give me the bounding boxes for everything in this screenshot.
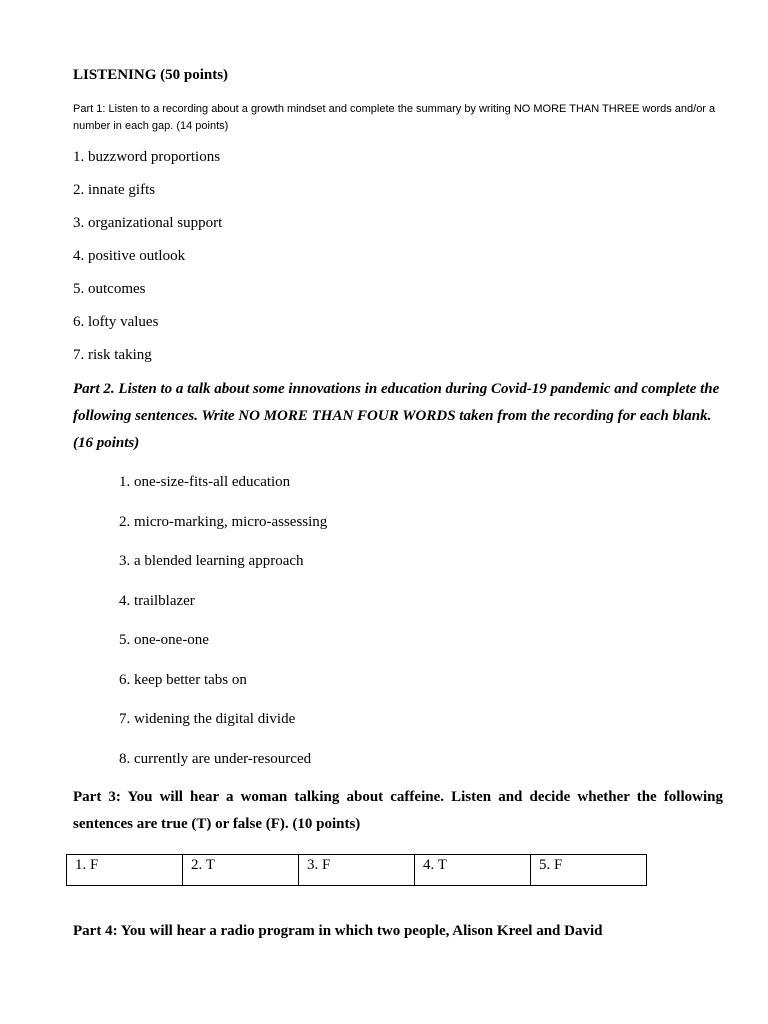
- part1-answer: 5. outcomes: [73, 281, 146, 297]
- table-row: [67, 855, 647, 886]
- part3-instruction: Part 3: You will hear a woman talking about caffeine. Listen and decide whether the following sentences are true (T) or false (F). (10 points): [73, 789, 723, 832]
- part2-answer: 4. trailblazer: [119, 592, 195, 609]
- part2-answer: 2. micro-marking, micro-assessing: [119, 513, 328, 530]
- part1-answer: 4. positive outlook: [73, 248, 186, 264]
- part2-answer: 6. keep better tabs on: [119, 671, 247, 688]
- part1-answer: 6. lofty values: [73, 314, 159, 330]
- part1-answer: 7. risk taking: [73, 347, 152, 363]
- part1-answer: 3. organizational support: [73, 215, 223, 231]
- part2-answer: 7. widening the digital divide: [119, 711, 296, 727]
- part1-answer-list: [73, 147, 222, 378]
- part4-instruction: Part 4: You will hear a radio program in which two people, Alison Kreel and David: [73, 923, 603, 939]
- part2-answer-list: [119, 472, 327, 788]
- part2-answer: 5. one-one-one: [119, 632, 209, 648]
- listening-heading: LISTENING (50 points): [73, 67, 229, 83]
- table-cell: 4. T: [415, 855, 531, 886]
- table-cell: 2. T: [183, 855, 299, 886]
- part2-instruction: Part 2. Listen to a talk about some innovations in education during Covid-19 pandemic and complete the following sentences. Write NO MORE THAN FOUR WORDS taken from the recording for each blank. (16 points): [73, 381, 720, 451]
- part2-answer: 3. a blended learning approach: [119, 553, 304, 569]
- part1-answer: 1. buzzword proportions: [73, 149, 221, 165]
- part1-instruction: Part 1: Listen to a recording about a growth mindset and complete the summary by writing NO MORE THAN THREE words and/or a number in each gap. (14 points): [73, 103, 716, 132]
- part1-answer: 2. innate gifts: [73, 182, 156, 198]
- part2-answer: 8. currently are under-resourced: [119, 750, 312, 767]
- part3-answer-table: [66, 854, 647, 886]
- table-cell: 1. F: [67, 855, 183, 886]
- table-cell: 5. F: [531, 855, 647, 886]
- part2-answer: 1. one-size-fits-all education: [119, 474, 291, 490]
- table-cell: 3. F: [299, 855, 415, 886]
